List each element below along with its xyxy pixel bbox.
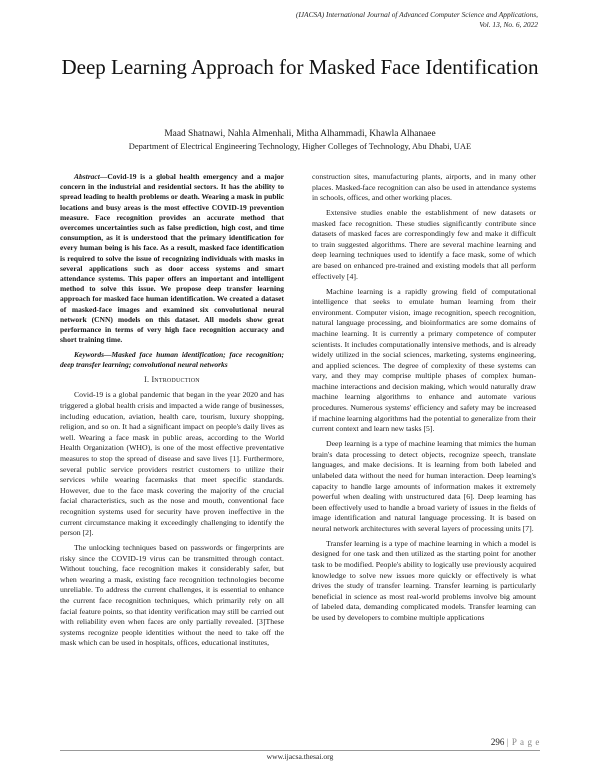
left-column	[60, 172, 284, 653]
footer-url: www.ijacsa.thesai.org	[266, 752, 334, 761]
page-label: | P a g e	[506, 737, 540, 747]
keywords: Keywords—Masked face human identification; face recognition; deep transfer learning; convolutional neural networks	[60, 349, 284, 369]
body-paragraph: Transfer learning is a type of machine learning in which a model is designed for one task and then utilized as the starting point for another task to be modified. People's ability to logically use previously acquired knowledge to solve new issues more quickly or effectively is what drives the study of transfer learning. Transfer learning is particularly beneficial in science as most real-world problems involve big amount of labeled data, demanding complicated models. Transfer learning can be used by developers to combine multiple applications	[312, 538, 536, 622]
journal-header	[158, 10, 538, 29]
body-paragraph: Extensive studies enable the establishment of new datasets or masked face recognition. These studies significantly contribute since datasets of masked faces are correspondingly few and make it difficult to train suggested algorithms. There are several machine learning and deep learning techniques used to identify a face mask, some of which are based on enhanced pre-trained and existing models that all perform effectively [4].	[312, 208, 536, 281]
body-paragraph: Deep learning is a type of machine learning that mimics the human brain's data processing to detect objects, recognize speech, translate languages, and make decisions. It is learning from both labeled and unlabeled data without the need for human interaction. Deep learning's capacity to handle large amounts of information makes it extremely powerful when dealing with unstructured data [6]. Deep learning has been effectively used to handle a broad variety of issues in the fields of image identification and natural language processing. It is based on neural network architectures with several layers of processing units [7].	[312, 439, 536, 533]
author-list: Maad Shatnawi, Nahla Almenhali, Mitha Alhammadi, Khawla Alhanaee	[164, 129, 436, 139]
abstract	[60, 172, 284, 345]
right-column	[312, 172, 536, 628]
section-heading-introduction	[60, 374, 284, 385]
section-numeral: I.	[144, 375, 150, 385]
abstract-text: Covid-19 is a global health emergency and a major concern in the industrial and residential sectors. It has the ability to spread leading to health problems or death. Wearing a mask in public locations and busy areas is the most effective COVID-19 prevention measure. Face recognition provides an accurate method that overcomes uncertainties such as false prediction, high cost, and time consumption, as it is understood that the primary identification for every human being is his face. As a result, masked face identification is required to solve the issue of recognizing individuals with masks in several applications such as door access systems and smart attendance systems. This paper offers an important and intelligent method to solve this issue. We propose deep transfer learning approach for masked face human identification. We created a dataset of masked-face images and examined six convolutional neural network (CNN) models on this dataset. All models show great performance in terms of very high face recognition accuracy and short training time.	[60, 172, 284, 345]
paper-title: Deep Learning Approach for Masked Face Identification	[61, 55, 539, 79]
journal-volume: Vol. 13, No. 6, 2022	[479, 19, 538, 29]
section-title: Introduction	[151, 375, 200, 385]
page-number-value: 296	[490, 737, 505, 747]
author-affiliation: Department of Electrical Engineering Technology, Higher Colleges of Technology, Abu Dhabi, UAE	[128, 141, 472, 151]
abstract-label: Abstract—	[74, 172, 108, 181]
page-number	[491, 737, 540, 747]
body-paragraph: Covid-19 is a global pandemic that began in the year 2020 and has triggered a global health crisis and impacted a wide range of businesses, including education, aviation, health care, tourism, luxury shopping, religion, and so on. It had a significant impact on people's daily lives as well. Wearing a face mask in public areas, according to the World Health Organization (WHO), is one of the most effective preventative measures to stop the spread of disease and save lives [1]. Furthermore, several public service providers restrict customers to utilize their services while wearing facemasks that meet specific standards. However, due to the face mask covering the majority of the crucial facial characteristics, such as the nose and mouth, conventional face recognition systems used for security have proven ineffective in the current circumstance making it exceedingly challenging to identify the person [2].	[60, 390, 284, 538]
body-paragraph: The unlocking techniques based on passwords or fingerprints are risky since the COVID-19 virus can be transmitted through contact. Without touching, face recognition makes it considerably safer, but when wearing a mask, existing face recognition technologies become unreliable. To address the current challenges, it is essential to enhance the current face recognition techniques, which primarily rely on all facial feature points, so that identity verification may still be carried out with reliability even when faces are only partially revealed. [3]These systems recognize people identities without the need to take off the mask which can be used in hospitals, offices, educational institutes,	[60, 543, 284, 648]
footer-divider	[60, 750, 540, 751]
journal-name: (IJACSA) International Journal of Advanced Computer Science and Applications,	[295, 10, 538, 19]
body-paragraph: Machine learning is a rapidly growing field of computational intelligence that seeks to emulate human learning from their environment. Computer vision, image recognition, speech recognition, natural language processing, and bioinformatics are some domains of machine learning. It is currently a primary competence of computer scientists. It includes computationally intensive methods, and is already widely utilized in the social sciences, marketing, systems engineering, and applied sciences. The degree of complexity of these systems can vary, and they may comprise multiple phases of complex human-machine interactions and decision making, which would naturally draw machine learning algorithms to enhance and automate various procedures. Numerous systems' efficiency and safety may be increased if machine learning algorithms had the potential to generalize from their current context and learn new tasks [5].	[312, 286, 536, 434]
body-paragraph: construction sites, manufacturing plants, airports, and in many other places. Masked-face recognition can also be used in attendance systems in schools, offices, and other working places.	[312, 172, 536, 203]
